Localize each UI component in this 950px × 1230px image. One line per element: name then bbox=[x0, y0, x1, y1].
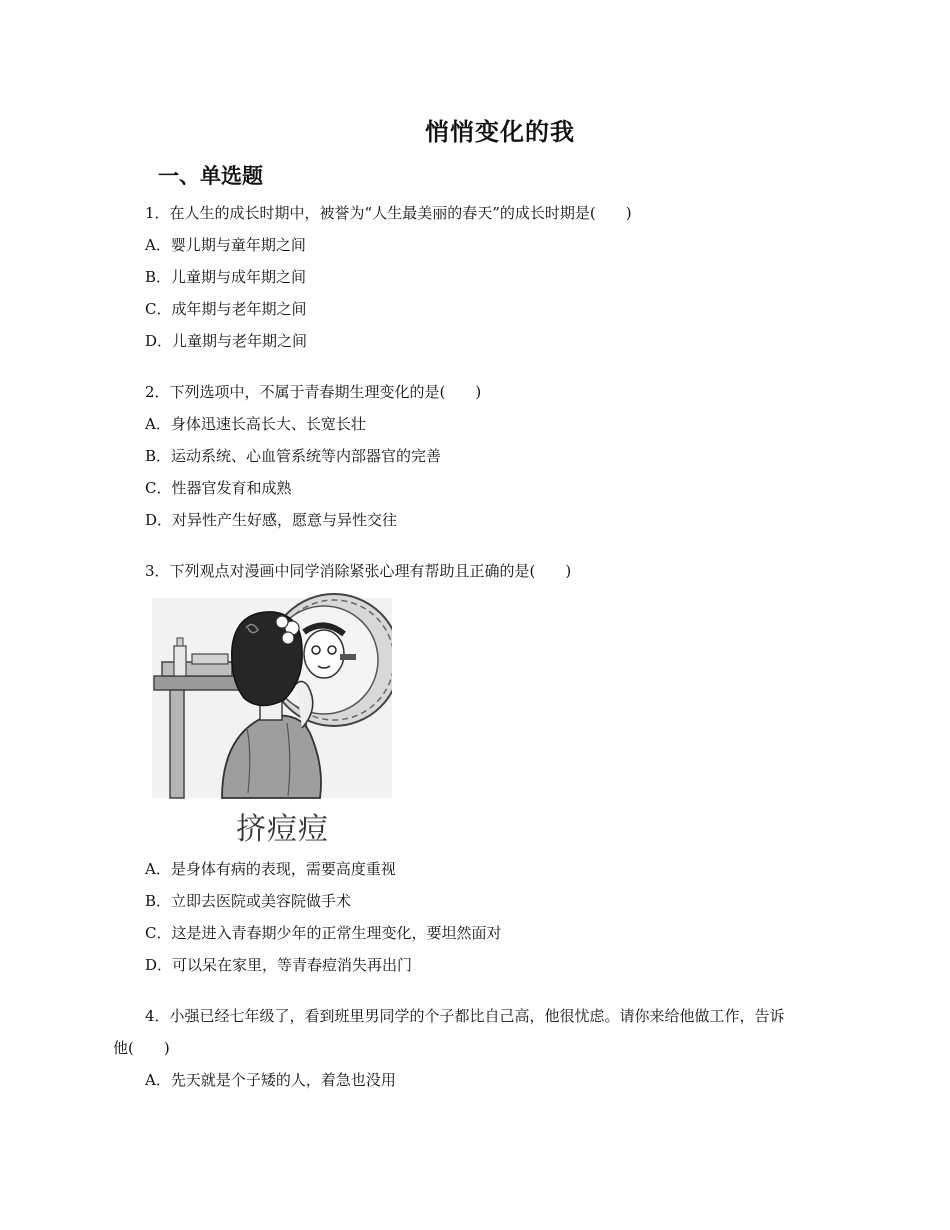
question-2-option-d: D．对异性产生好感，愿意与异性交往 bbox=[145, 511, 398, 529]
section-heading: 一、单选题 bbox=[158, 164, 263, 188]
question-1-option-b: B．儿童期与成年期之间 bbox=[145, 268, 307, 286]
question-2-option-a: A．身体迅速长高长大、长宽长壮 bbox=[145, 415, 366, 433]
question-2-stem: 2．下列选项中，不属于青春期生理变化的是( ) bbox=[145, 383, 482, 401]
question-1-stem: 1．在人生的成长时期中，被誉为“人生最美丽的春天”的成长时期是( ) bbox=[145, 204, 632, 222]
question-4-stem: 4．小强已经七年级了，看到班里男同学的个子都比自己高，他很忧虑。请你来给他做工作，告诉 bbox=[145, 1007, 785, 1025]
question-1-option-d: D．儿童期与老年期之间 bbox=[145, 332, 308, 350]
question-4-stem-continued: 他( ) bbox=[113, 1039, 170, 1057]
cartoon-caption: 挤痘痘 bbox=[236, 812, 329, 847]
question-2-option-c: C．性器官发育和成熟 bbox=[145, 479, 292, 497]
question-3-option-c: C．这是进入青春期少年的正常生理变化，要坦然面对 bbox=[145, 924, 502, 942]
question-2-option-b: B．运动系统、心血管系统等内部器官的完善 bbox=[145, 447, 442, 465]
page-title: 悄悄变化的我 bbox=[425, 118, 575, 146]
question-3-option-a: A．是身体有病的表现，需要高度重视 bbox=[145, 860, 396, 878]
question-3-option-d: D．可以呆在家里，等青春痘消失再出门 bbox=[145, 956, 413, 974]
question-4-option-a: A．先天就是个子矮的人，着急也没用 bbox=[145, 1071, 396, 1089]
question-3-stem: 3．下列观点对漫画中同学消除紧张心理有帮助且正确的是( ) bbox=[145, 562, 572, 580]
question-1-option-c: C．成年期与老年期之间 bbox=[145, 300, 307, 318]
question-1-option-a: A．婴儿期与童年期之间 bbox=[145, 236, 306, 254]
question-3-option-b: B．立即去医院或美容院做手术 bbox=[145, 892, 352, 910]
